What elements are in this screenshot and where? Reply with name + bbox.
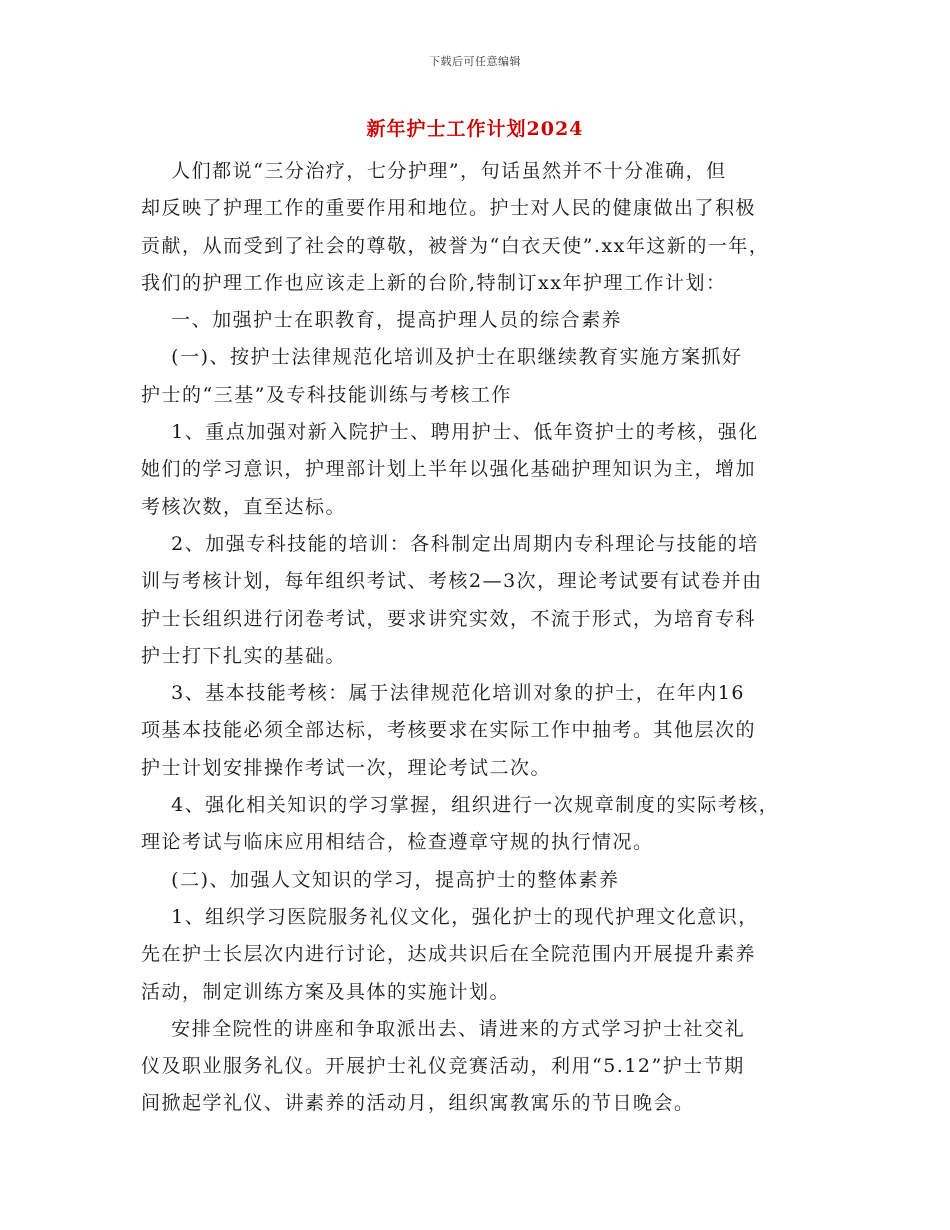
text-line: 她们的学习意识，护理部计划上半年以强化基础护理知识为主，增加 [141, 458, 757, 481]
text-line: 考核次数，直至达标。 [141, 495, 347, 518]
subsection-heading: (一)、按护士法律规范化培训及护士在职继续教育实施方案抓好 [141, 346, 743, 369]
section-heading: 一、加强护士在职教育，提高护理人员的综合素养 [141, 309, 623, 332]
text-line: 间掀起学礼仪、讲素养的活动月，组织寓教寓乐的节日晚会。 [141, 1092, 695, 1115]
text-line: 人们都说“三分治疗，七分护理”，句话虽然并不十分准确，但 [141, 160, 727, 182]
text-line: 护士打下扎实的基础。 [141, 644, 347, 667]
text-line: 安排全院性的讲座和争取派出去、请进来的方式学习护士社交礼 [141, 1017, 746, 1040]
text-line: 护士的“三基”及专科技能训练与考核工作 [141, 383, 512, 406]
text-line: 护士计划安排操作考试一次，理论考试二次。 [141, 756, 552, 779]
text-line: 1、重点加强对新入院护士、聘用护士、低年资护士的考核，强化 [141, 421, 759, 444]
document-body [141, 153, 831, 1123]
text-line: 先在护士长层次内进行讨论，达成共识后在全院范围内开展提升素养 [141, 943, 757, 966]
document-title: 新年护士工作计划2024 [366, 118, 584, 140]
text-line: 理论考试与临床应用相结合，检查遵章守规的执行情况。 [141, 831, 654, 854]
download-note: 下载后可任意编辑 [429, 55, 521, 68]
text-line: 3、基本技能考核：属于法律规范化培训对象的护士，在年内16 [141, 682, 745, 705]
text-line: 项基本技能必须全部达标，考核要求在实际工作中抽考。其他层次的 [141, 719, 757, 742]
text-line: 4、强化相关知识的学习掌握，组织进行一次规章制度的实际考核， [141, 794, 780, 817]
text-line: 2、加强专科技能的培训：各科制定出周期内专科理论与技能的培 [141, 532, 759, 555]
text-line: 仪及职业服务礼仪。开展护士礼仪竞赛活动，利用“5.12”护士节期 [141, 1055, 745, 1078]
text-line: 我们的护理工作也应该走上新的台阶,特制订xx年护理工作计划： [141, 271, 727, 294]
text-line: 训与考核计划，每年组织考试、考核2—3次，理论考试要有试卷并由 [141, 570, 763, 593]
text-line: 活动，制定训练方案及具体的实施计划。 [141, 980, 511, 1003]
text-line: 1、组织学习医院服务礼仪文化，强化护士的现代护理文化意识， [141, 905, 759, 928]
subsection-heading: (二)、加强人文知识的学习，提高护士的整体素养 [141, 868, 620, 891]
text-line: 却反映了护理工作的重要作用和地位。护士对人民的健康做出了积极 [141, 197, 757, 220]
text-line: 贡献，从而受到了社会的尊敬，被誉为“白衣天使”.xx年这新的一年， [141, 234, 770, 257]
text-line: 护士长组织进行闭卷考试，要求讲究实效，不流于形式，为培育专科 [141, 607, 757, 630]
